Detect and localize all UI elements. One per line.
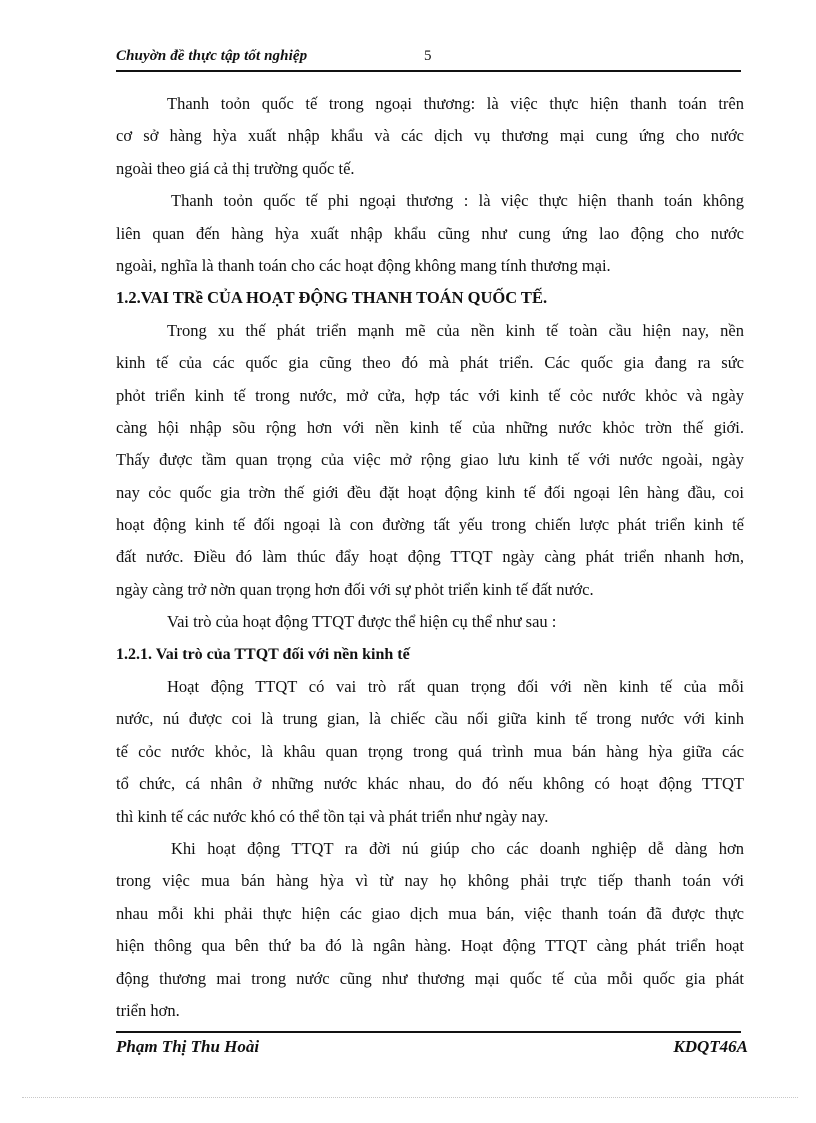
paragraph-line: cơ sở hàng hỳa xuất nhập khẩu và các dịch vụ thương mại cung ứng cho nước [116, 126, 744, 146]
paragraph-line: nay cỏc quốc gia trờn thế giới đều đặt hoạt động kinh tế đối ngoại lên hàng đầu, coi [116, 482, 744, 502]
paragraph-line: hiện thông qua bên thứ ba đó là ngân hàng. Hoạt động TTQT càng phát triển hoạt [116, 936, 744, 956]
paragraph-line: càng hội nhập sõu rộng hơn với nền kinh tế của những nước khỏc trờn thế giới. [116, 417, 744, 437]
paragraph-line: Vai trò của hoạt động TTQT được thể hiện cụ thể như sau : [167, 612, 557, 632]
footer-author: Phạm Thị Thu Hoài [116, 1037, 260, 1056]
paragraph-line: tế cỏc nước khỏc, là khâu quan trọng trong quá trình mua bán hàng hỳa giữa các [116, 741, 744, 761]
paragraph-line: Thanh toỏn quốc tế trong ngoại thương: là việc thực hiện thanh toán trên [167, 94, 744, 113]
paragraph-line: Khi hoạt động TTQT ra đời nú giúp cho các doanh nghiệp dễ dàng hơn [171, 838, 744, 858]
page-header [116, 48, 741, 70]
paragraph-line: tổ chức, cá nhân ở những nước khác nhau, do đó nếu không có hoạt động TTQT [116, 774, 744, 794]
paragraph-line: ngày càng trở nờn quan trọng hơn đối với sự phỏt triển kinh tế đất nước. [116, 579, 594, 599]
page-edge-divider [22, 1097, 798, 1098]
paragraph-line: Trong xu thế phát triển mạnh mẽ của nền kinh tế toàn cầu hiện nay, nền [167, 320, 744, 340]
footer-class-code: KDQT46A [673, 1037, 748, 1056]
page-footer [116, 1037, 748, 1059]
paragraph-line: phỏt triển kinh tế trong nước, mở cửa, hợp tác với kinh tế cỏc nước khỏc và ngày [116, 385, 744, 405]
footer-rule [116, 1031, 741, 1033]
header-rule [116, 70, 741, 72]
paragraph-line: trong việc mua bán hàng hỳa vì từ nay họ không phải trực tiếp thanh toán với [116, 871, 744, 891]
header-title: Chuyờn đề thực tập tốt nghiệp [116, 48, 308, 64]
paragraph-line: Hoạt động TTQT có vai trò rất quan trọng đối với nền kinh tế của mỗi [167, 677, 744, 697]
section-heading: 1.2.VAI TRề CỦA HOẠT ĐỘNG THANH TOÁN QUỐC TẾ. [116, 288, 548, 308]
page-body [116, 89, 744, 1028]
subsection-heading: 1.2.1. Vai trò của TTQT đối với nền kinh tế [116, 645, 410, 663]
paragraph-line: triển hơn. [116, 1000, 180, 1020]
paragraph-line: Thấy được tầm quan trọng của việc mở rộng giao lưu kinh tế với nước ngoài, ngày [116, 450, 744, 470]
paragraph-line: nước, nú được coi là trung gian, là chiếc cầu nối giữa kinh tế trong nước với kinh [116, 709, 744, 729]
paragraph-line: Thanh toỏn quốc tế phi ngoại thương : là việc thực hiện thanh toán không [171, 191, 744, 211]
page-number: 5 [424, 48, 432, 64]
paragraph-line: liên quan đến hàng hỳa xuất nhập khẩu cũng như cung ứng lao động cho nước [116, 223, 744, 243]
paragraph-line: kinh tế của các quốc gia cũng theo đó mà phát triển. Các quốc gia đang ra sức [116, 353, 744, 373]
paragraph-line: hoạt động kinh tế đối ngoại là con đường tất yếu trong chiến lược phát triển kinh tế [116, 515, 744, 535]
paragraph-line: đất nước. Điều đó làm thúc đẩy hoạt động TTQT ngày càng phát triển nhanh hơn, [116, 547, 744, 567]
paragraph-line: ngoài, nghĩa là thanh toán cho các hoạt động không mang tính thương mại. [116, 255, 611, 275]
paragraph-line: nhau mỗi khi phải thực hiện các giao dịch mua bán, việc thanh toán đã được thực [116, 903, 744, 923]
paragraph-line: ngoài theo giá cả thị trường quốc tế. [116, 158, 355, 178]
paragraph-line: động thương mai trong nước cũng như thương mại quốc tế của mỗi quốc gia phát [116, 968, 744, 988]
paragraph-line: thì kinh tế các nước khó có thể tồn tại và phát triển như ngày nay. [116, 806, 549, 826]
